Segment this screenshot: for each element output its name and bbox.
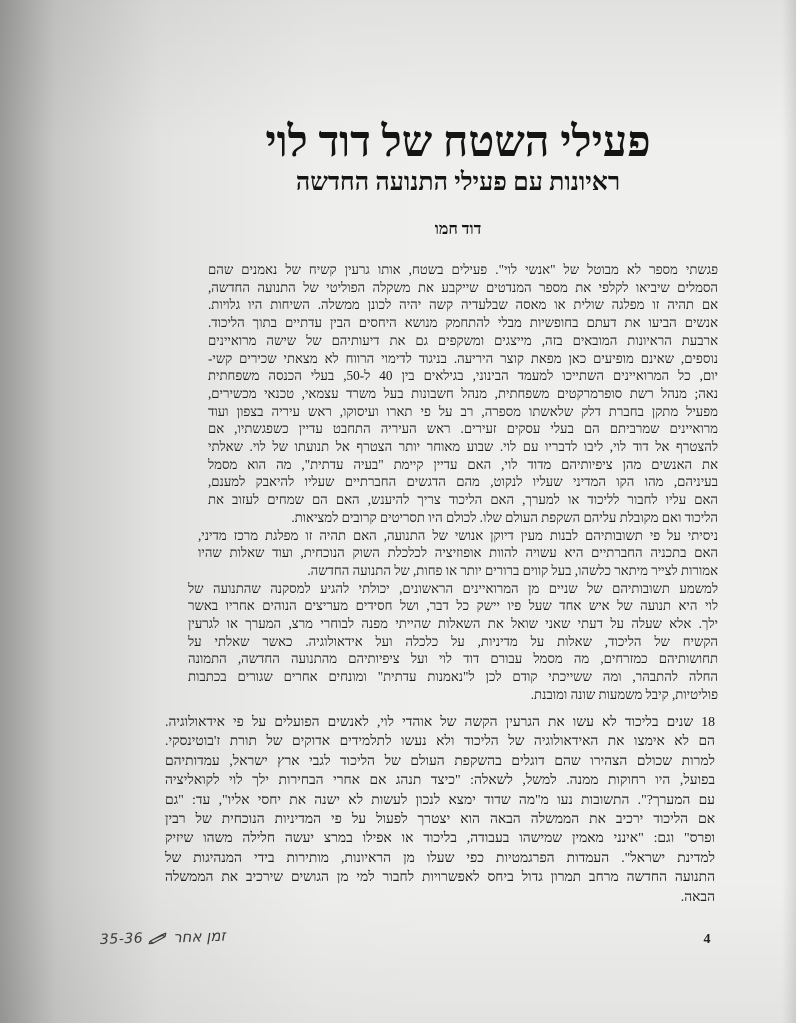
article-subtitle: ראיונות עם פעילי התנועה החדשה bbox=[295, 169, 621, 196]
text-line: לוי היא תנועה של איש אחד שעל פיו יישק כל דבר, ושל חסידים מעריצים הנוהים אחריו באשר bbox=[188, 598, 718, 614]
text-line: נאה; מנהל רשת סופרמרקטים משפחתית, מנהל חשבונות בעל משרד עצמאי, טכנאי מכשירים, bbox=[208, 385, 718, 401]
text-line: מפעיל מתקן בחברת דלק שלאשתו מספרה, רב על פי תארו ועיסוקו, ראש עיריה בצפון ועוד bbox=[208, 403, 718, 419]
page-number: 4 bbox=[703, 932, 711, 947]
handwritten-annotation bbox=[100, 924, 226, 952]
text-line: אמורות לצייר מיתאר כלשהו, בעל קווים ברורים יותר או פחות, של התנועה החדשה. bbox=[307, 562, 718, 578]
text-line: החלה להתבהר, ומה ששייכתי קודם לכן ל"נאמנות עדתית" ומונחים אחרים שגורים בכתבות bbox=[188, 669, 718, 685]
text-line: מרואיינים שמרביתם הם בעלי עסקים זעירים. ראש העיריה התחבט עדיין כשפגשתיו, אם bbox=[208, 421, 718, 437]
body-paragraph bbox=[208, 261, 718, 527]
text-line: אם תהיה זו מפלגה שולית או מאסה שבלעדיה קשה יהיה לכונן ממשלה. השיחות היו גלויות. bbox=[208, 297, 718, 313]
body-paragraph bbox=[165, 712, 715, 906]
text-line: ופרס" וגם: "אינני מאמין שמישהו בעבודה, בליכוד או אפילו במרצ יעשה חלילה משהו שיזיק bbox=[165, 830, 715, 846]
text-line: 18 שנים בליכוד לא עשו את הגרעין הקשה של אוהדי לוי, לאנשים הפועלים על פי אידאולוגיה. bbox=[165, 714, 715, 729]
text-line: ניסיתי על פי תשובותיהם לבנות מעין דיוקן אנושי של התנועה, האם תהיה זו מפלגת מרכז מדיני, bbox=[198, 527, 718, 543]
text-line: האם עליו לחבור לליכוד או למערך, האם הליכוד צריך להיענש, האם הם שמחים לעזוב את bbox=[208, 492, 718, 508]
text-line: הקשיח של הליכוד, שאלות על מדיניות, על כלכלה ועל אידאולוגיה. כאשר שאלתי על bbox=[188, 633, 718, 649]
text-line: בעיניהם, מהו הקו המדיני שעליו לנקוט, מהם הדגשים החברתיים שעליו להיאבק למענם, bbox=[208, 474, 718, 490]
text-line: תחושותיהם כמזרחים, מה מסמל עבורם דוד לוי ועל ציפיותיהם מהתנועה החדשה, התמונה bbox=[188, 651, 718, 667]
text-line: הסמלים שיביאו לקלפי את מספר המנדטים שייקבע את משקלה הפוליטי של התנועה החדשה, bbox=[208, 279, 718, 295]
handwritten-note: זמן אחר bbox=[172, 926, 226, 947]
article-title: פעילי השטח של דוד לוי bbox=[265, 119, 651, 166]
text-line: הליכוד ואם מקובלת עליהם השקפת העולם שלו. לכולם היו תסריטים קרובים למציאות. bbox=[291, 509, 718, 525]
text-line: ילך. אלא שעלה על דעתי שאני שואל את השאלות שהייתי מפנה לבוחרי מרצ, המערך או לגרעין bbox=[188, 616, 718, 631]
body-paragraph bbox=[198, 527, 718, 580]
text-line: עם המערך?". התשובות נעו מ"מה שדוד ימצא לנכון לעשות לא ישנה את יחסי אליו", עד: "גם bbox=[165, 791, 715, 807]
text-line: להצטרף אל דוד לוי, ליבו לדבריו עם לוי. שבוע מאוחר יותר הצטרף אל תנועתו של לוי. שאלתי bbox=[208, 439, 718, 455]
text-line: למדינת ישראל". העמדות הפרגמטיות כפי שעלו מן הראיונות, מותירות בידי המנהיגות של bbox=[165, 849, 715, 865]
text-line: יום, כל המרואיינים השתייכו למעמד הבינוני, בגילאים בין 40 ל-50, בעלי הכנסה משפחתית bbox=[208, 368, 718, 384]
text-line: אם הליכוד ירכיב את הממשלה הבאה הוא יצטרך לפעול על פי המדיניות הנוכחית של רבין bbox=[165, 811, 715, 827]
text-line: האם בתכניה החברתיים היא עשויה להוות אופוזיציה לכלכלת השוק הנוכחית, ועוד שאלות שהיו bbox=[198, 545, 718, 561]
text-line: את האנשים מהן ציפיותיהם מדוד לוי, האם עדיין קיימת "בעיה עדתית", מה הוא מסמל bbox=[208, 456, 718, 472]
text-line: אנשים הביעו את דעתם בחופשיות מבלי להתחמק מנושא היחסים הבין עדתיים בתוך הליכוד. bbox=[208, 315, 718, 331]
text-line: למשמע תשובותיהם של שניים מן המרואיינים הראשונים, יכולתי להגיע למסקנה שהתנועה של bbox=[188, 580, 718, 596]
text-line: פוליטיות, קיבל משמעות שונה ומובנת. bbox=[530, 686, 718, 702]
pencil-icon bbox=[148, 932, 168, 945]
text-line: הם לא אימצו את האידאולוגיה של הליכוד ולא נעשו לתלמידים אדוקים של תורת ז'בוטינסקי. bbox=[165, 733, 715, 749]
text-line: נוספים, שאינם מופיעים כאן מפאת קוצר היריעה. בניגוד לדימוי הרווח לא מצאתי שכירים קשי- bbox=[208, 350, 718, 366]
text-line: פגשתי מספר לא מבוטל של "אנשי לוי". פעילים בשטח, אותו גרעין קשיח של נאמנים שהם bbox=[208, 262, 718, 277]
handwritten-page-range: 35-36 bbox=[99, 930, 144, 948]
text-line: הבאה. bbox=[680, 888, 715, 904]
text-line: למרות שכולם הצהירו שהם דוגלים בהשקפת העולם של הליכוד לגבי ארץ ישראל, עמדותיהם bbox=[165, 752, 715, 768]
text-line: התנועה החדשה מרחב תמרון גדול ביחס לאפשרויות לחבור למי מן הגושים שירכיב את הממשלה bbox=[165, 869, 715, 885]
body-paragraph bbox=[188, 580, 718, 704]
text-line: ארבעת הראיונות המובאים בזה, מייצגים ומשקפים גם את דיעותיהם של שישה מרואיינים bbox=[208, 332, 718, 348]
text-line: בפועל, היו רחוקות ממנה. למשל, לשאלה: "כיצד תנהג אם אחרי הבחירות ילך לוי לקואליציה bbox=[165, 772, 715, 788]
article-author: דוד חמו bbox=[434, 221, 482, 238]
